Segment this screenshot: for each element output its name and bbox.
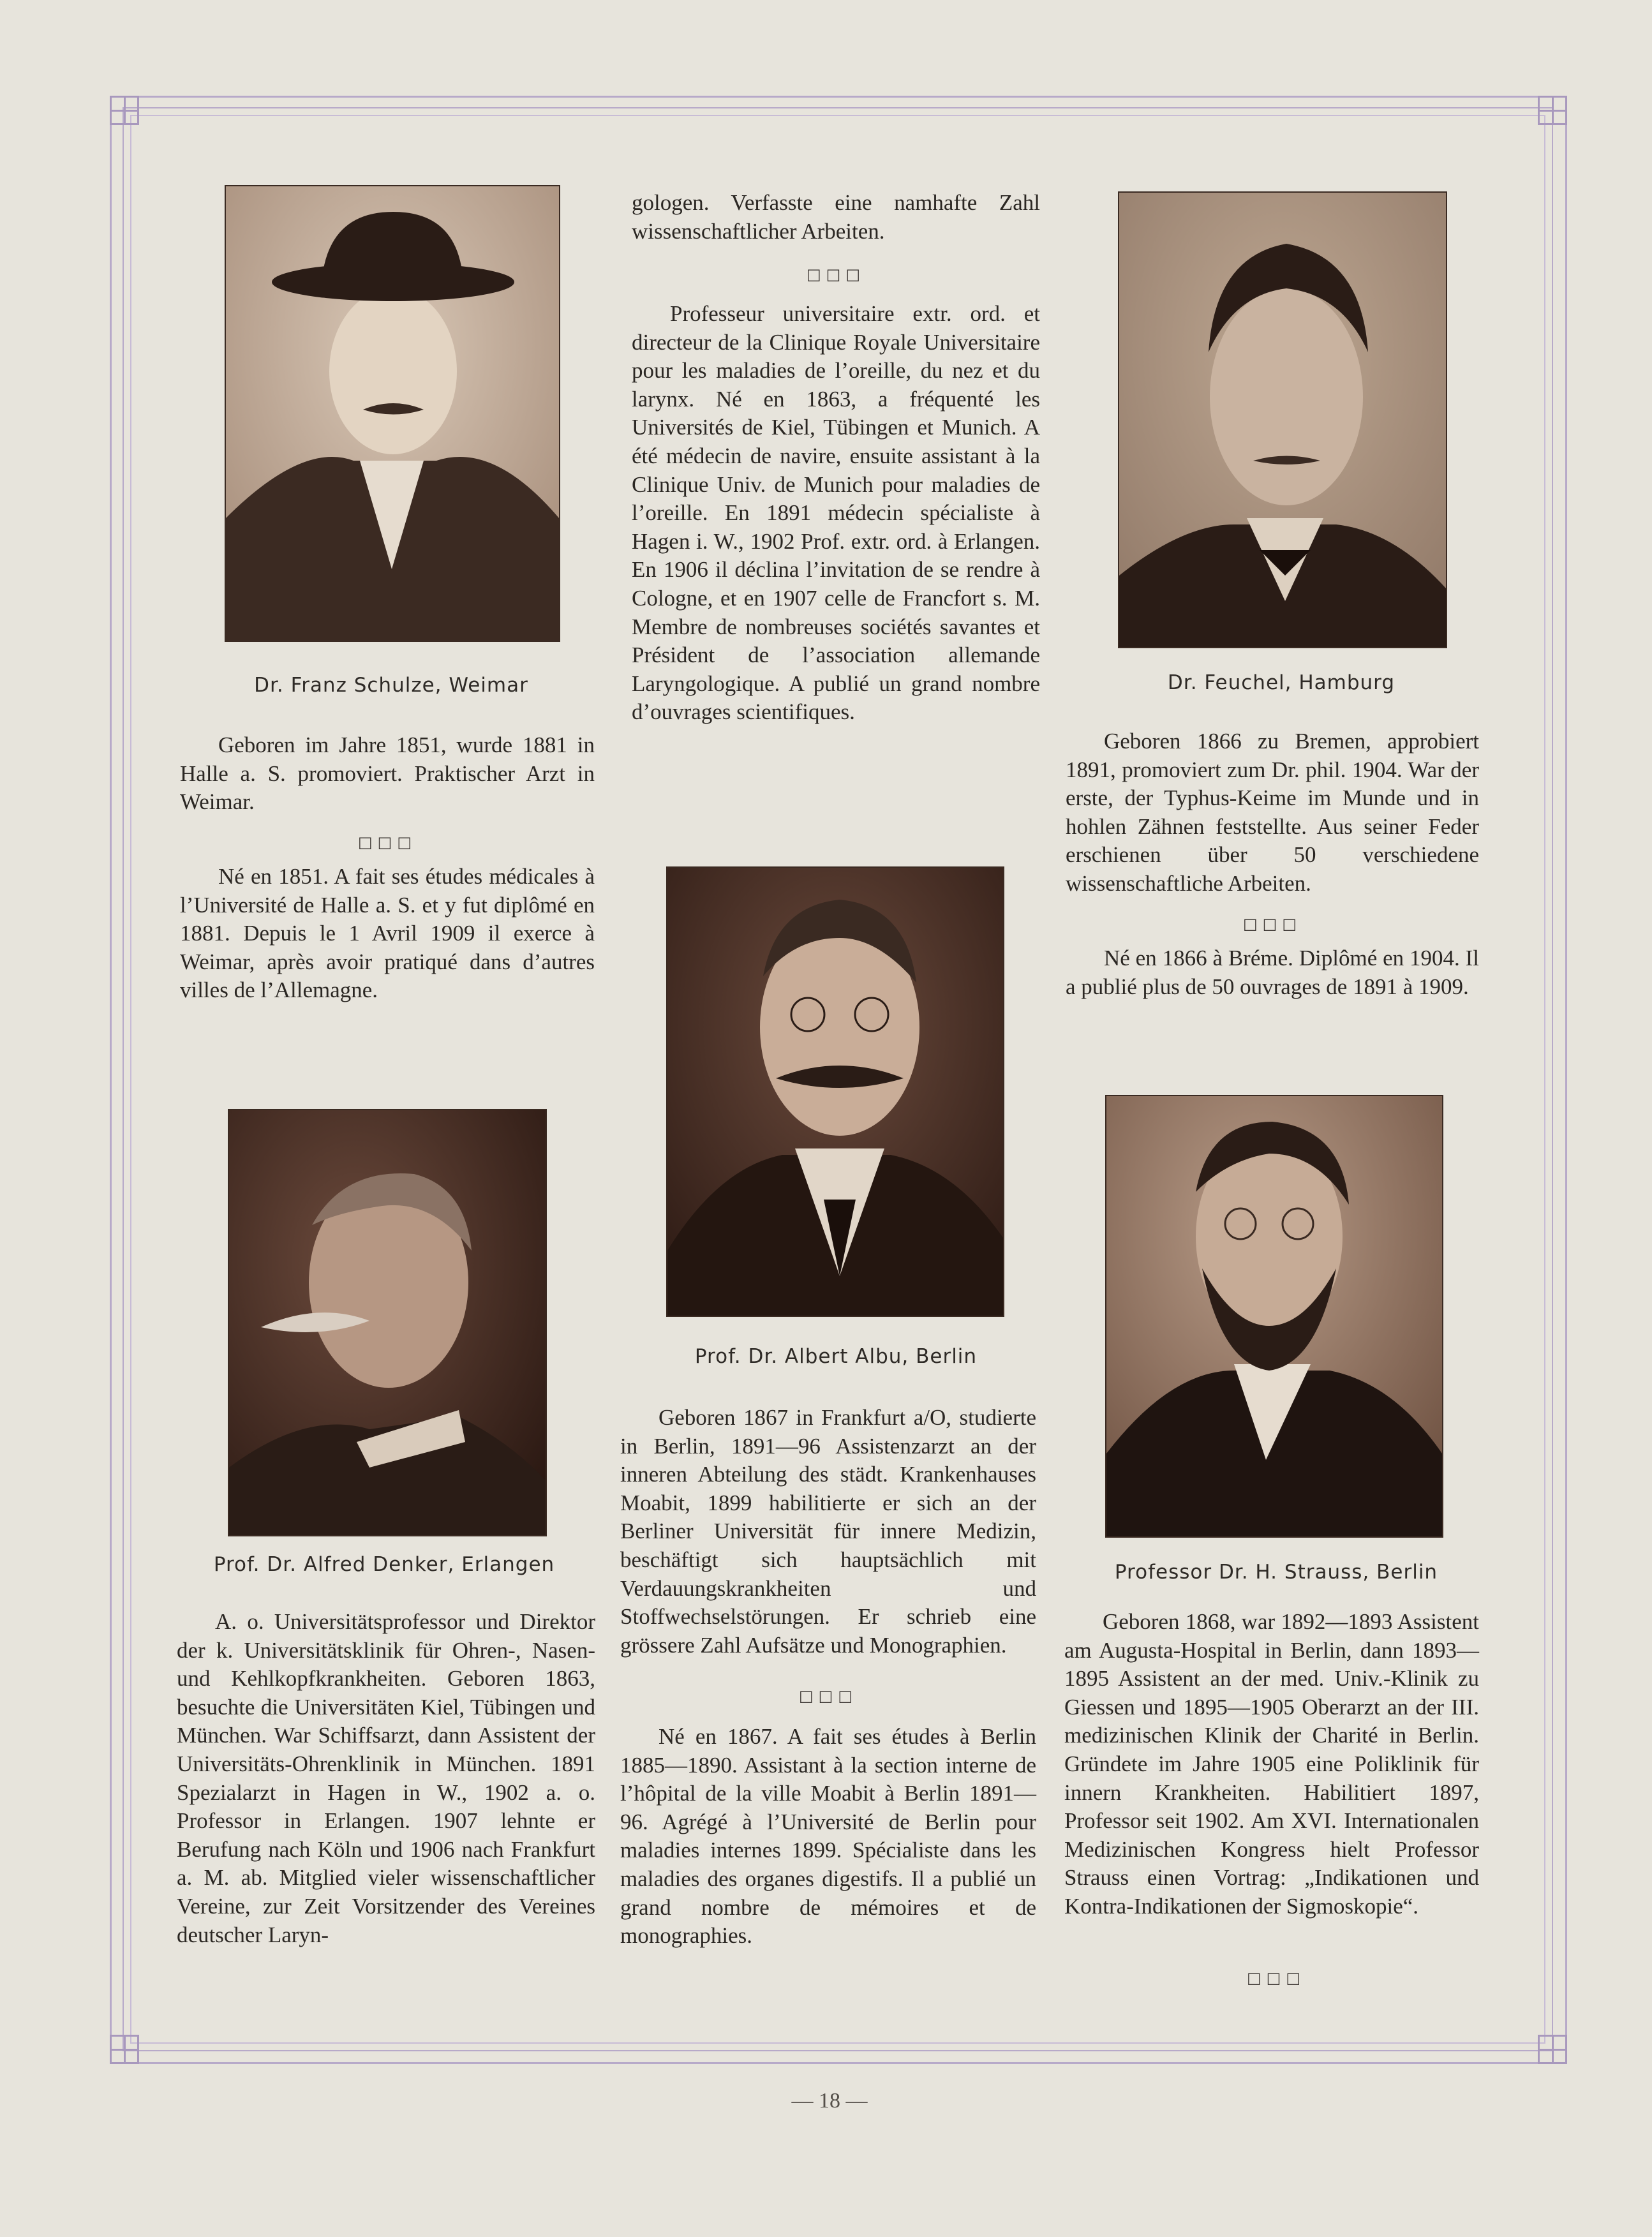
bio-text: Né en 1851. A fait ses études médicales à l’Université de Halle a. S. et y fut diplômé en 1881. Depuis le 1 Avril 1909 il exerce à Weimar, après avoir pratiqué dans d’autres villes de l’Allemagne. <box>180 864 595 1003</box>
caption-denker: Prof. Dr. Alfred Denker, Erlangen <box>213 1553 555 1576</box>
bio-german-strauss <box>1064 1608 1479 1921</box>
page-number: — 18 — <box>791 2089 868 2113</box>
section-ornament: □□□ <box>1246 1969 1306 1987</box>
bio-german-denker <box>177 1608 595 1949</box>
caption-feuchel: Dr. Feuchel, Hamburg <box>1167 671 1395 694</box>
bio-text: A. o. Universitätsprofessor und Direktor der k. Universitätsklinik für Ohren-, Nasen- und Kehlkopfkrankheiten. Geboren 1863, besuchte die Universitäten Kiel, Tübingen und München. War Schiffsarzt, dann Assistent der Universitäts-Ohrenklinik in München. 1891 Spezialarzt in Hagen in W., 1902 a. o. Professor in Erlangen. 1907 lehnte er Berufung nach Köln und 1906 nach Frankfurt a. M. ab. Mitglied vieler wissenschaftlicher Vereine, zur Zeit Vorsitzender des Vereines deutscher Laryn- <box>177 1609 595 1947</box>
portrait-photo-strauss <box>1105 1095 1443 1538</box>
section-ornament: □□□ <box>806 265 866 283</box>
portrait-photo-denker <box>228 1109 547 1536</box>
portrait-photo-feuchel <box>1118 191 1447 648</box>
bio-text: Né en 1867. A fait ses études à Berlin 1885—1890. Assistant à la section interne de l’hôpital de la ville Moabit à Berlin 1891—96. Agrégé à l’Université de Berlin pour maladies internes 1899. Spécialiste dans les maladies des organes digestifs. Il a publié un grand nombre de mémoires et de monographies. <box>620 1724 1036 1949</box>
bio-french-albu <box>620 1723 1036 1951</box>
section-ornament: □□□ <box>1242 915 1302 933</box>
bio-german-albu <box>620 1404 1036 1660</box>
border-corner-ornament <box>1538 96 1567 125</box>
section-ornament: □□□ <box>798 1687 858 1705</box>
bio-text: gologen. Verfasste eine namhafte Zahl wissenschaftlicher Arbeiten. <box>632 190 1040 244</box>
caption-schulze: Dr. Franz Schulze, Weimar <box>254 674 528 697</box>
bio-german-schulze <box>180 731 595 817</box>
section-ornament: □□□ <box>357 833 417 851</box>
caption-albu: Prof. Dr. Albert Albu, Berlin <box>694 1345 978 1368</box>
bio-text: Geboren 1867 in Frankfurt a/O, studierte in Berlin, 1891—96 Assistenzarzt an der inneren Abteilung des städt. Krankenhauses Moabit, 1899 habilitierte er sich an der Berliner Universität für innere Medizin, beschäftigt sich hauptsächlich mit Verdauungskrankheiten und Stoffwechselstörungen. Er schrieb eine grössere Zahl Aufsätze und Monographien. <box>620 1405 1036 1658</box>
bio-french-denker <box>632 300 1040 727</box>
border-corner-ornament <box>110 2035 139 2064</box>
border-corner-ornament <box>1538 2035 1567 2064</box>
border-corner-ornament <box>110 96 139 125</box>
portrait-photo-albu <box>666 866 1004 1317</box>
bio-german-feuchel <box>1066 727 1479 898</box>
bio-text: Né en 1866 à Bréme. Diplômé en 1904. Il a publié plus de 50 ouvrages de 1891 à 1909. <box>1066 946 1479 999</box>
bio-french-schulze <box>180 863 595 1005</box>
bio-text: Geboren 1868, war 1892—1893 Assistent am Augusta-Hospital in Berlin, dann 1893—1895 Assistent an der med. Univ.-Klinik zu Giessen und 1895—1905 Oberarzt an der III. medizinischen Klinik der Charité in Berlin. Gründete im Jahre 1905 eine Poliklinik für innern Krankheiten. Habilitiert 1897, Professor seit 1902. Am XVI. Internationalen Medizinischen Kongress hielt Professor Strauss einen Vortrag: „Indikationen und Kontra-Indikationen der Sigmoskopie“. <box>1064 1609 1479 1919</box>
bio-french-feuchel <box>1066 944 1479 1001</box>
bio-text: Professeur universitaire extr. ord. et directeur de la Clinique Royale Universitaire pour les maladies de l’oreille, du nez et du larynx. Né en 1863, a fréquenté les Universités de Kiel, Tübingen et Munich. A été médecin de navire, ensuite assistant à la Clinique Univ. de Munich pour maladies de l’oreille. En 1891 médecin spécialiste à Hagen i. W., 1902 Prof. extr. ord. à Erlangen. En 1906 il déclina l’invitation de se rendre à Cologne, et en 1907 celle de Francfort s. M. Membre de nombreuses sociétés savantes et Président de l’association allemande Laryngologique. A publié un grand nombre d’ouvrages scientifiques. <box>632 301 1040 725</box>
caption-strauss: Professor Dr. H. Strauss, Berlin <box>1114 1561 1438 1584</box>
bio-text: Geboren 1866 zu Bremen, approbiert 1891, promoviert zum Dr. phil. 1904. War der erste, der Typhus-Keime im Munde und in hohlen Zähnen feststellte. Aus seiner Feder erschienen über 50 verschiedene wissenschaftliche Arbeiten. <box>1066 729 1479 896</box>
portrait-photo-schulze <box>225 185 560 642</box>
bio-text: Geboren im Jahre 1851, wurde 1881 in Halle a. S. promoviert. Praktischer Arzt in Weimar. <box>180 732 595 815</box>
bio-german-denker-continued <box>632 189 1040 246</box>
